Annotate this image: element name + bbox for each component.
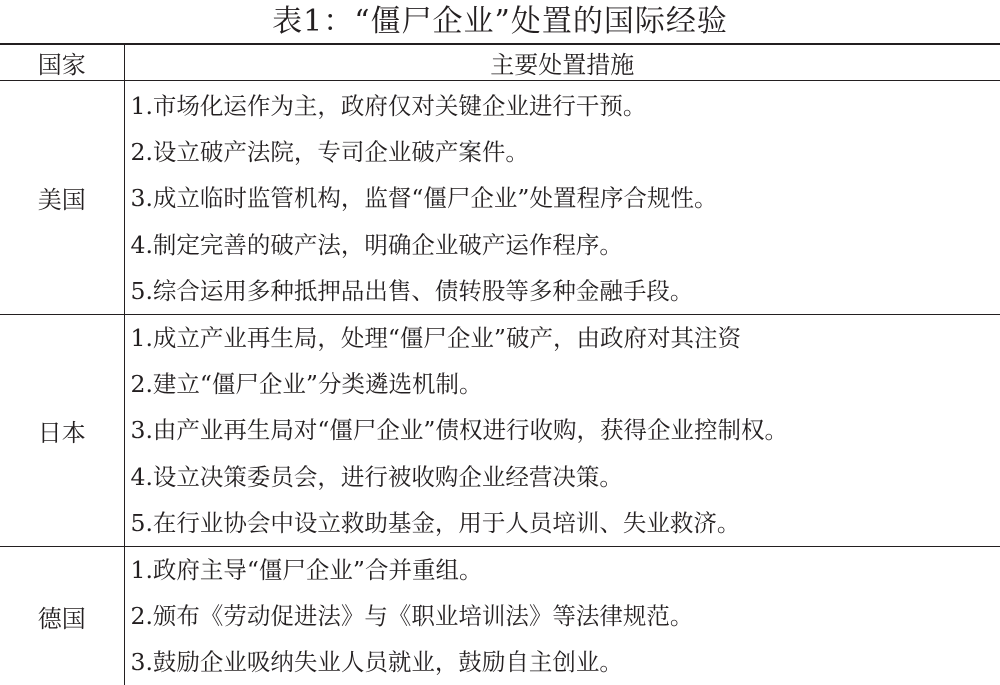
measure-item: 2.颁布《劳动促进法》与《职业培训法》等法律规范。: [131, 593, 1000, 639]
measure-item: 4.制定完善的破产法，明确企业破产运作程序。: [131, 222, 1000, 268]
table-title: 表1：“僵尸企业”处置的国际经验: [0, 0, 1000, 44]
measure-item: 2.建立“僵尸企业”分类遴选机制。: [131, 361, 1000, 407]
measure-item: 3.由产业再生局对“僵尸企业”债权进行收购，获得企业控制权。: [131, 407, 1000, 453]
measure-item: 4.设立决策委员会，进行被收购企业经营决策。: [131, 454, 1000, 500]
measure-item: 3.鼓励企业吸纳失业人员就业，鼓励自主创业。: [131, 639, 1000, 685]
table-row-japan: [0, 314, 1000, 546]
measure-item: 5.综合运用多种抵押品出售、债转股等多种金融手段。: [131, 268, 1000, 314]
country-japan: 日本: [0, 314, 124, 546]
country-usa: 美国: [0, 81, 124, 315]
experience-table: [0, 43, 1000, 685]
measures-japan: [124, 314, 1000, 546]
header-measures: 主要处置措施: [124, 44, 1000, 81]
country-germany: 德国: [0, 546, 124, 685]
header-country: 国家: [0, 44, 124, 81]
header-row: [0, 44, 1000, 81]
table-row-usa: [0, 81, 1000, 315]
measure-item: 2.设立破产法院，专司企业破产案件。: [131, 129, 1000, 175]
table-row-germany: [0, 546, 1000, 685]
measure-item: 5.在行业协会中设立救助基金，用于人员培训、失业救济。: [131, 500, 1000, 546]
measure-item: 3.成立临时监管机构，监督“僵尸企业”处置程序合规性。: [131, 175, 1000, 221]
measures-usa: [124, 81, 1000, 315]
measures-germany: [124, 546, 1000, 685]
measure-item: 1.市场化运作为主，政府仅对关键企业进行干预。: [131, 83, 1000, 129]
measure-item: 1.政府主导“僵尸企业”合并重组。: [131, 547, 1000, 593]
measure-item: 1.成立产业再生局，处理“僵尸企业”破产，由政府对其注资: [131, 315, 1000, 361]
